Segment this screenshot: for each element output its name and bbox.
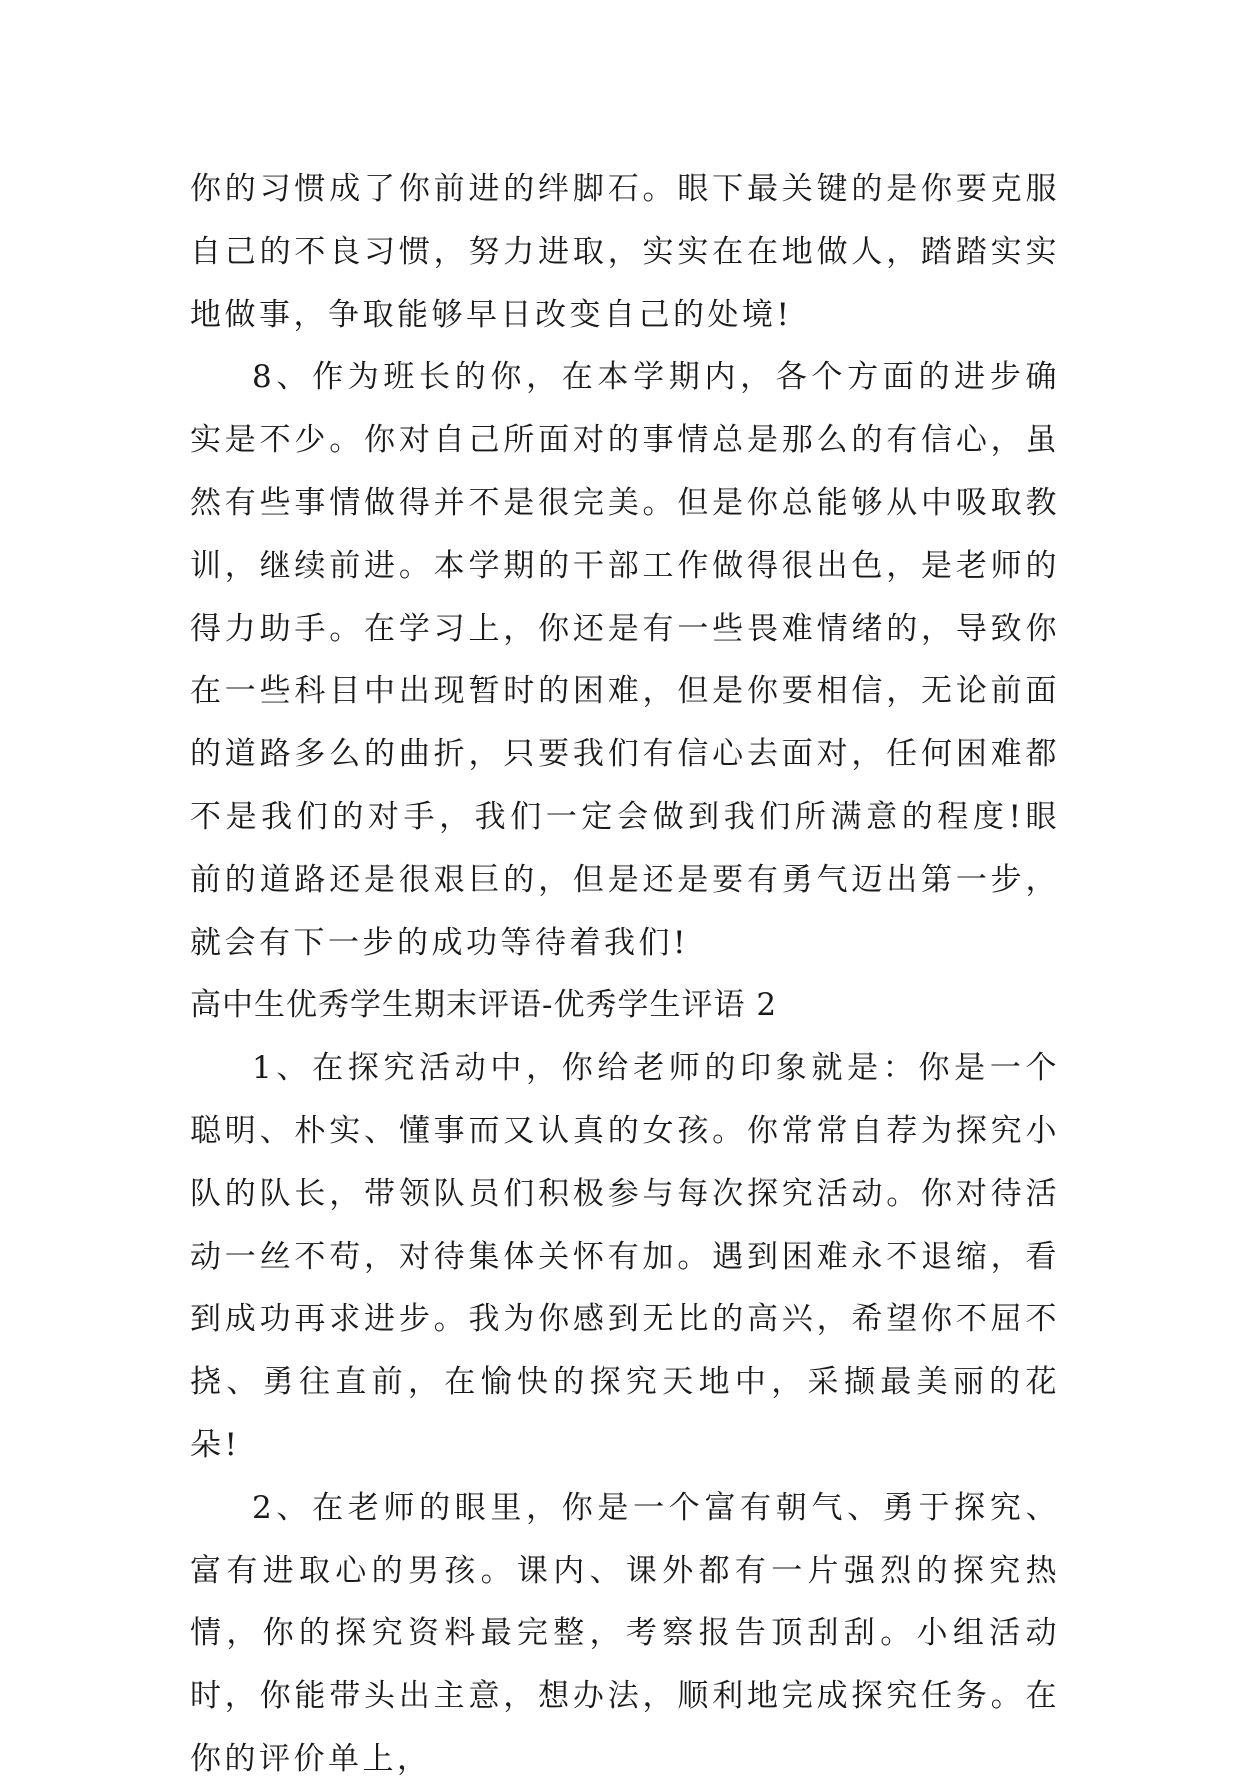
paragraph-comment-8: 8、作为班长的你，在本学期内，各个方面的进步确实是不少。你对自己所面对的事情总是那么的有信心，虽然有些事情做得并不是很完美。但是你总能够从中吸取教训，继续前进。本学期的干部工作做得很出色，是老师的得力助手。在学习上，你还是有一些畏难情绪的，导致你在一些科目中出现暂时的困难，但是你要相信，无论前面的道路多么的曲折，只要我们有信心去面对，任何困难都不是我们的对手，我们一定会做到我们所满意的程度!眼前的道路还是很艰巨的，但是还是要有勇气迈出第一步，就会有下一步的成功等待着我们! — [190, 359, 1060, 961]
paragraph-comment-1: 1、在探究活动中，你给老师的印象就是：你是一个聪明、朴实、懂事而又认真的女孩。你常常自荐为探究小队的队长，带领队员们积极参与每次探究活动。你对待活动一丝不苟，对待集体关怀有加。遇到困难永不退缩，看到成功再求进步。我为你感到无比的高兴，希望你不屈不挠、勇往直前，在愉快的探究天地中，采撷最美丽的花朵! — [190, 1050, 1060, 1463]
section-heading: 高中生优秀学生期末评语-优秀学生评语 2 — [190, 987, 778, 1024]
document-body — [190, 158, 1060, 1791]
paragraph-continued: 你的习惯成了你前进的绊脚石。眼下最关键的是你要克服自己的不良习惯，努力进取，实实在在地做人，踏踏实实地做事，争取能够早日改变自己的处境! — [190, 171, 1060, 333]
paragraph-comment-2: 2、在老师的眼里，你是一个富有朝气、勇于探究、富有进取心的男孩。课内、课外都有一片强烈的探究热情，你的探究资料最完整，考察报告顶刮刮。小组活动时，你能带头出主意，想办法，顺利地完成探究任务。在你的评价单上， — [190, 1489, 1060, 1777]
